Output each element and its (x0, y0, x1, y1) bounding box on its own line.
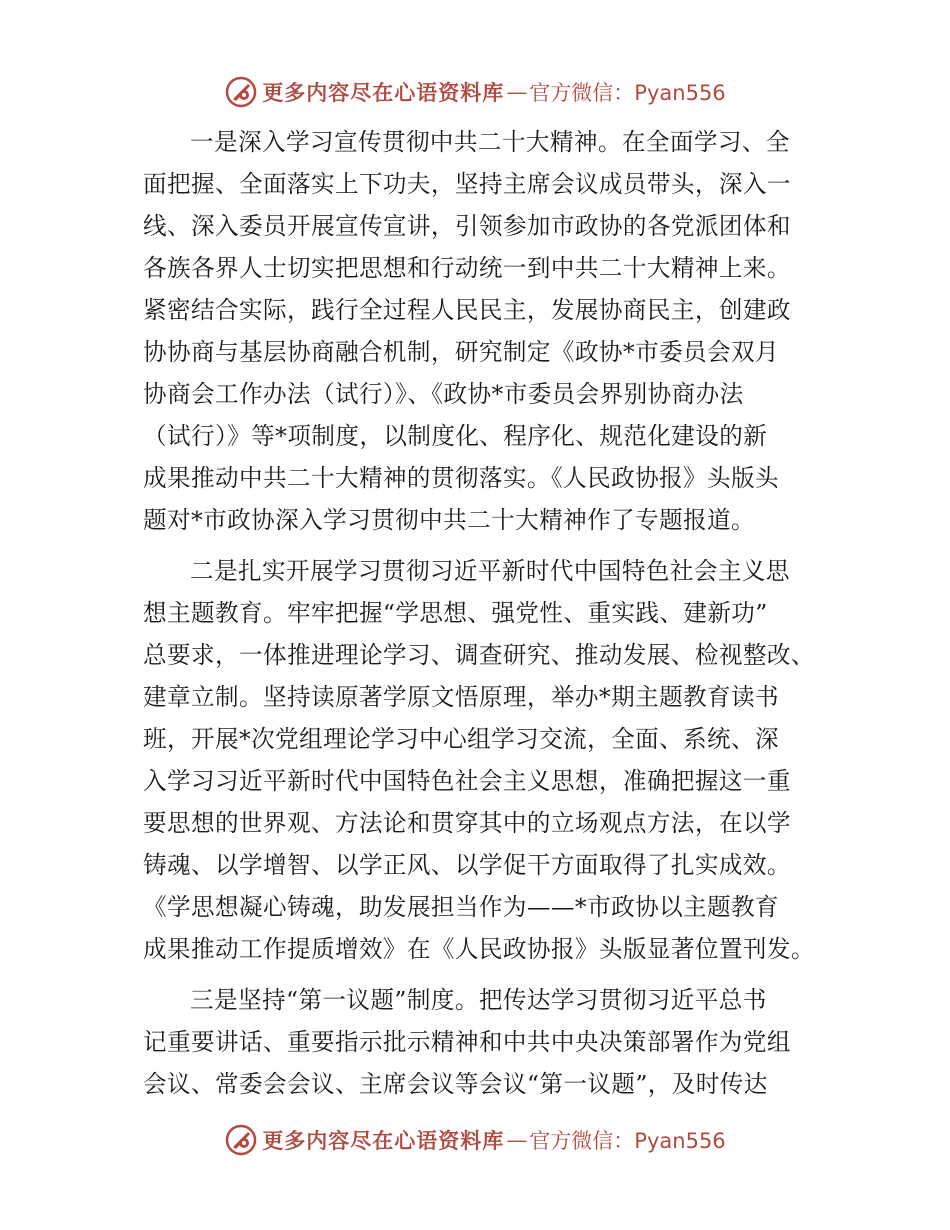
text-line: 三是坚持“第一议题”制度。把传达学习贯彻习近平总书 (190, 986, 767, 1014)
watermark-banner-top (0, 72, 950, 112)
text-line: 总要求，一体推进理论学习、调查研究、推动发展、检视整改、 (143, 641, 815, 669)
text-line: 线、深入委员开展宣传宣讲，引领参加市政协的各党派团体和 (143, 212, 791, 240)
text-line: 铸魂、以学增智、以学正风、以学促干方面取得了扎实成效。 (143, 851, 791, 879)
quill-logo-icon (224, 75, 258, 109)
watermark-text: 更多内容尽在心语资料库 (262, 80, 505, 105)
watermark-wechat: 官方微信：Pyan556 (529, 81, 726, 105)
text-line: 题对*市政协深入学习贯彻中共二十大精神作了专题报道。 (143, 506, 756, 534)
text-line: 要思想的世界观、方法论和贯穿其中的立场观点方法，在以学 (143, 809, 791, 837)
text-line: 班，开展*次党组理论学习中心组学习交流，全面、系统、深 (143, 725, 780, 753)
text-line: 二是扎实开展学习贯彻习近平新时代中国特色社会主义思 (190, 557, 790, 585)
text-line: （试行）》等*项制度，以制度化、程序化、规范化建设的新 (143, 422, 768, 450)
text-line: 想主题教育。牢牢把握“学思想、强党性、重实践、建新功” (143, 599, 768, 627)
text-line: 会议、常委会会议、主席会议等会议“第一议题”，及时传达 (143, 1070, 768, 1098)
watermark-text: 更多内容尽在心语资料库 (262, 1128, 505, 1153)
watermark-separator: — (506, 80, 528, 104)
watermark-banner-bottom (0, 1120, 950, 1160)
paragraph-2 (143, 550, 813, 970)
text-line: 入学习习近平新时代中国特色社会主义思想，准确把握这一重 (143, 767, 791, 795)
text-line: 协商会工作办法（试行）》、《政协*市委员会界别协商办法 (143, 380, 744, 408)
paragraph-3 (143, 979, 813, 1105)
text-line: 成果推动工作提质增效》在《人民政协报》头版显著位置刊发。 (143, 935, 815, 963)
watermark-wechat: 官方微信：Pyan556 (529, 1129, 726, 1153)
text-line: 面把握、全面落实上下功夫，坚持主席会议成员带头，深入一 (143, 170, 791, 198)
text-line: 成果推动中共二十大精神的贯彻落实。《人民政协报》头版头 (143, 464, 780, 492)
quill-logo-icon (224, 1123, 258, 1157)
text-line: 《学思想凝心铸魂，助发展担当作为——*市政协以主题教育 (143, 893, 780, 921)
text-line: 各族各界人士切实把思想和行动统一到中共二十大精神上来。 (143, 254, 791, 282)
watermark-separator: — (506, 1128, 528, 1152)
text-line: 一是深入学习宣传贯彻中共二十大精神。在全面学习、全 (190, 128, 790, 156)
text-line: 记重要讲话、重要指示批示精神和中共中央决策部署作为党组 (143, 1028, 791, 1056)
document-body (143, 121, 813, 1114)
text-line: 协协商与基层协商融合机制，研究制定《政协*市委员会双月 (143, 338, 780, 366)
text-line: 紧密结合实际，践行全过程人民民主，发展协商民主，创建政 (143, 296, 791, 324)
paragraph-1 (143, 121, 813, 541)
text-line: 建章立制。坚持读原著学原文悟原理，举办*期主题教育读书 (143, 683, 780, 711)
